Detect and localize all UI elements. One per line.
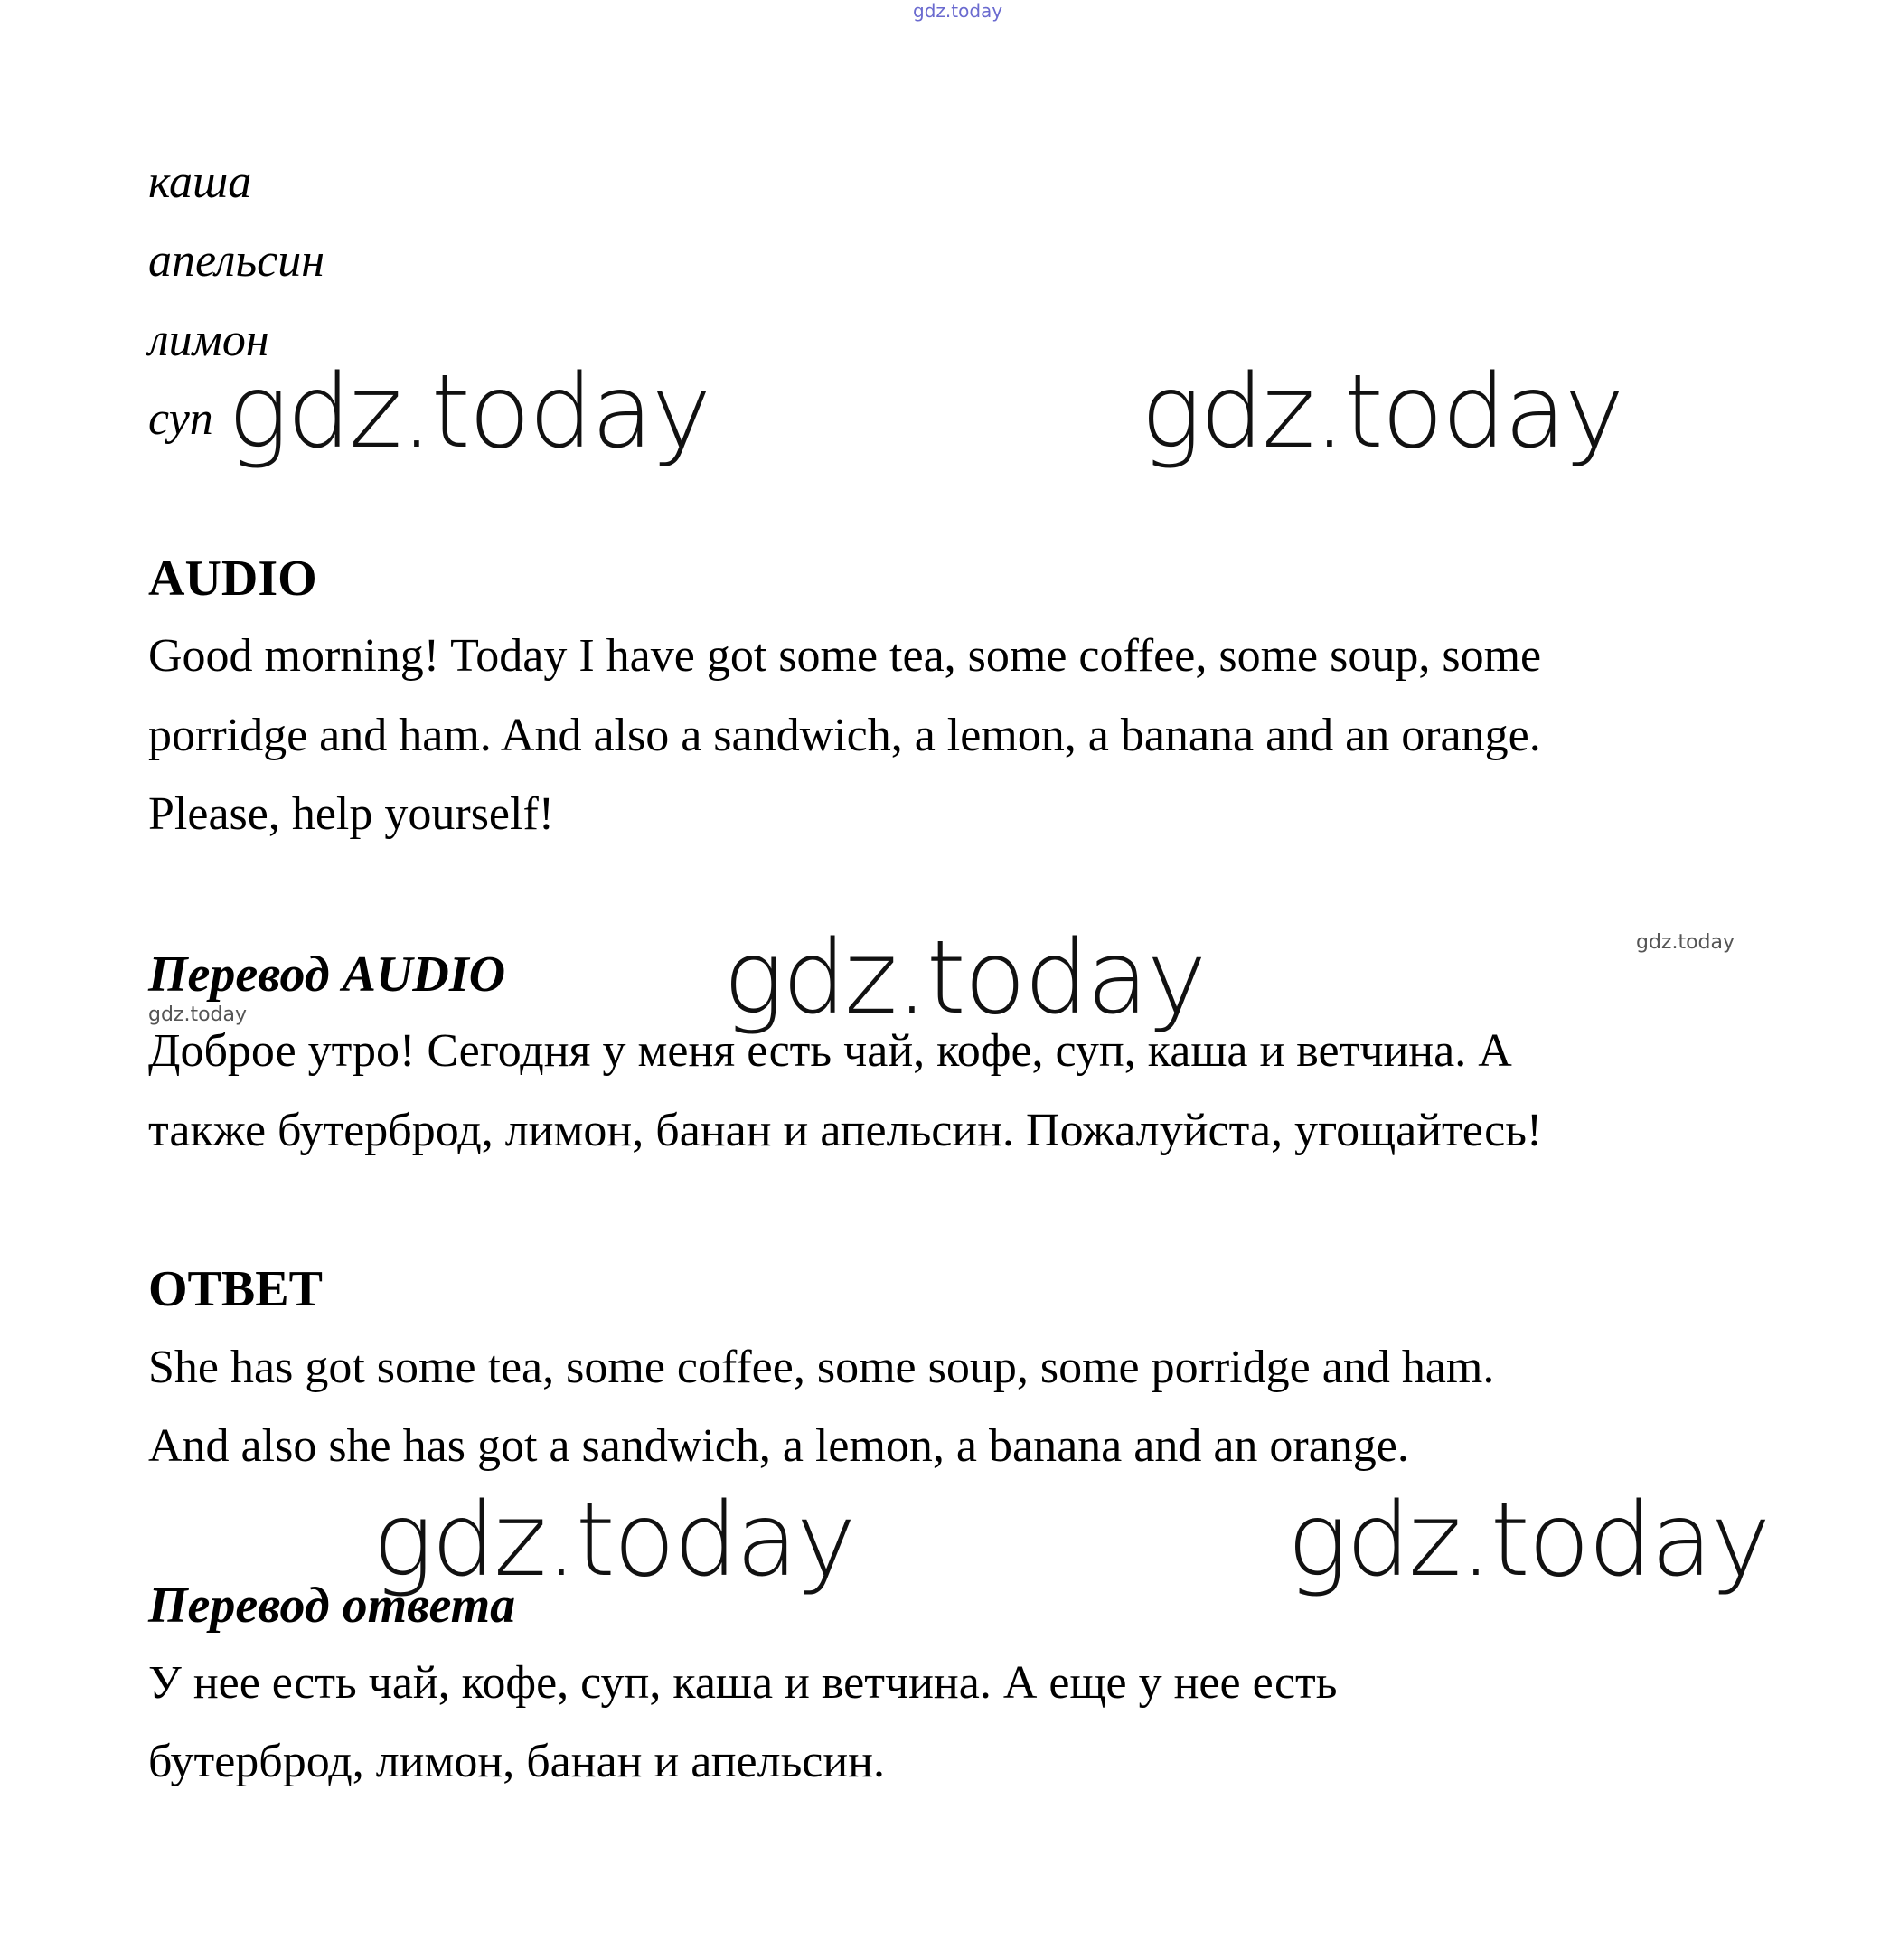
audio-text-line: Good morning! Today I have got some tea, some coffee, some soup, some <box>148 630 1542 682</box>
answer-heading: ОТВЕТ <box>148 1261 323 1317</box>
watermark: gdz.today <box>372 1482 855 1599</box>
answer-translation-line: бутерброд, лимон, банан и апельсин. <box>148 1736 886 1787</box>
vocab-item: суп <box>148 393 213 445</box>
audio-text-line: porridge and ham. And also a sandwich, a lemon, a banana and an orange. <box>148 710 1541 761</box>
audio-heading: AUDIO <box>148 551 317 607</box>
audio-translation-heading: Перевод AUDIO <box>148 947 506 1003</box>
watermark-small: gdz.today <box>148 1004 248 1026</box>
answer-text-line: And also she has got a sandwich, a lemon, a banana and an orange. <box>148 1420 1409 1472</box>
answer-translation-line: У нее есть чай, кофе, суп, каша и ветчина. А еще у нее есть <box>148 1657 1338 1709</box>
audio-translation-line: Доброе утро! Сегодня у меня есть чай, кофе, суп, каша и ветчина. А <box>148 1025 1512 1077</box>
vocab-item: каша <box>148 156 252 208</box>
vocab-item: апельсин <box>148 235 324 287</box>
watermark: gdz.today <box>723 919 1206 1037</box>
watermark: gdz.today <box>1287 1482 1770 1599</box>
audio-text-line: Please, help yourself! <box>148 788 555 840</box>
watermark-small: gdz.today <box>1636 931 1735 954</box>
answer-translation-heading: Перевод ответа <box>148 1578 516 1634</box>
watermark: gdz.today <box>228 353 710 471</box>
watermark: gdz.today <box>1141 353 1623 471</box>
top-watermark: gdz.today <box>913 0 1003 22</box>
vocab-item: лимон <box>148 315 269 366</box>
answer-text-line: She has got some tea, some coffee, some soup, some porridge and ham. <box>148 1342 1495 1393</box>
audio-translation-line: также бутерброд, лимон, банан и апельсин. Пожалуйста, угощайтесь! <box>148 1105 1543 1156</box>
